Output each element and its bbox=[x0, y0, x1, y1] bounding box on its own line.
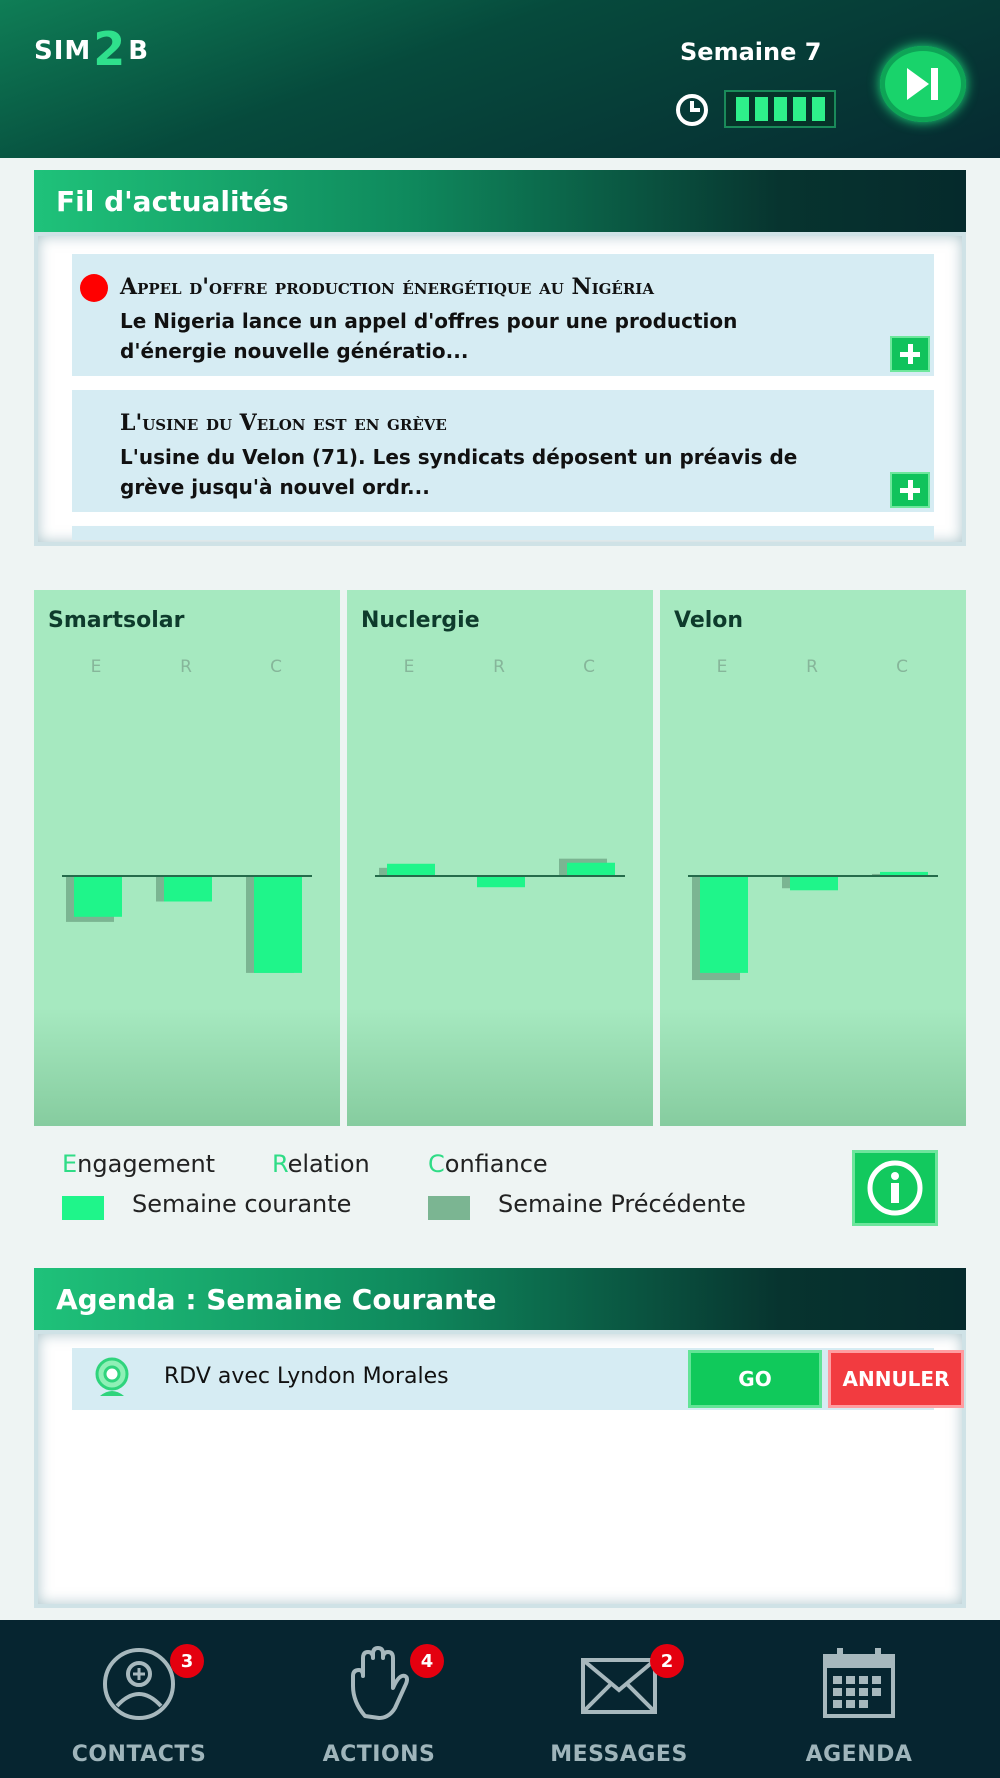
news-panel-title: Fil d'actualités bbox=[56, 184, 289, 218]
bar-current-e bbox=[387, 864, 435, 876]
bottom-nav bbox=[0, 1620, 1000, 1778]
skip-next-icon bbox=[901, 64, 945, 104]
bar-current-r bbox=[164, 876, 212, 902]
nav-messages[interactable] bbox=[494, 1620, 744, 1778]
contacts-icon bbox=[99, 1646, 179, 1722]
axis-label-r: R bbox=[806, 657, 818, 677]
top-bar bbox=[0, 0, 1000, 158]
week-timer bbox=[724, 90, 836, 128]
hand-icon bbox=[339, 1646, 419, 1722]
axis-label-r: R bbox=[493, 657, 505, 677]
news-item-partial bbox=[72, 526, 934, 540]
axis-label-c: C bbox=[896, 657, 908, 677]
chart-card-velon bbox=[660, 590, 966, 1126]
envelope-icon bbox=[579, 1646, 659, 1722]
timer-segment bbox=[736, 97, 749, 121]
news-item-text: L'usine du Velon (71). Les syndicats déposent un préavis de grève jusqu'à nouvel ordr... bbox=[120, 445, 798, 499]
agenda-item bbox=[72, 1348, 950, 1410]
agenda-item-label: RDV avec Lyndon Morales bbox=[164, 1364, 449, 1389]
bar-current-e bbox=[700, 876, 748, 973]
bar-current-c bbox=[567, 863, 615, 876]
bar-current-c bbox=[254, 876, 302, 973]
timer-segment bbox=[774, 97, 787, 121]
legend-swatch-current bbox=[62, 1196, 104, 1220]
legend-confiance: Confiance bbox=[428, 1150, 548, 1178]
calendar-icon bbox=[819, 1646, 899, 1722]
bar-current-e bbox=[74, 876, 122, 917]
nav-messages-label: MESSAGES bbox=[550, 1742, 688, 1767]
timer-segment bbox=[812, 97, 825, 121]
chart-card-smartsolar bbox=[34, 590, 340, 1126]
bar-chart bbox=[34, 650, 340, 1110]
legend-swatch-previous bbox=[428, 1196, 470, 1220]
webcam-icon bbox=[92, 1356, 132, 1400]
nav-actions[interactable] bbox=[254, 1620, 504, 1778]
news-item-title: L'usine du Velon est en grève bbox=[120, 410, 447, 436]
news-item-text: Le Nigeria lance un appel d'offres pour une production d'énergie nouvelle génératio... bbox=[120, 309, 738, 363]
legend-engagement: Engagement bbox=[62, 1150, 216, 1178]
agenda-panel-title: Agenda : Semaine Courante bbox=[56, 1282, 497, 1316]
go-button[interactable]: GO bbox=[688, 1350, 822, 1408]
legend-relation: Relation bbox=[272, 1150, 370, 1178]
legend-previous-label: Semaine Précédente bbox=[498, 1190, 746, 1218]
contacts-badge: 3 bbox=[170, 1644, 204, 1678]
axis-label-c: C bbox=[270, 657, 282, 677]
bar-chart bbox=[660, 650, 966, 1110]
info-icon bbox=[865, 1158, 925, 1218]
axis-label-r: R bbox=[180, 657, 192, 677]
agenda-panel-header bbox=[34, 1268, 966, 1330]
agenda-panel bbox=[34, 1330, 966, 1608]
news-item[interactable] bbox=[72, 254, 934, 376]
news-item-title: Appel d'offre production énergétique au Nigéria bbox=[120, 274, 654, 300]
chart-title: Velon bbox=[674, 608, 744, 633]
news-panel-header bbox=[34, 170, 966, 232]
timer-segment bbox=[793, 97, 806, 121]
messages-badge: 2 bbox=[650, 1644, 684, 1678]
unread-dot-icon bbox=[80, 274, 108, 302]
nav-agenda-label: AGENDA bbox=[805, 1742, 913, 1767]
logo-text-left: SIM bbox=[34, 36, 92, 66]
nav-actions-label: ACTIONS bbox=[322, 1742, 436, 1767]
logo-text-mid: 2 bbox=[93, 22, 127, 76]
news-item[interactable] bbox=[72, 390, 934, 512]
bar-current-r bbox=[790, 876, 838, 890]
chart-title: Nuclergie bbox=[361, 608, 480, 633]
info-button[interactable] bbox=[852, 1150, 938, 1226]
timer-segment bbox=[755, 97, 768, 121]
cancel-button[interactable]: ANNULER bbox=[828, 1350, 964, 1408]
axis-label-e: E bbox=[403, 657, 415, 677]
axis-label-e: E bbox=[716, 657, 728, 677]
next-week-button[interactable] bbox=[880, 46, 966, 122]
expand-news-button[interactable] bbox=[890, 472, 930, 508]
legend-current-label: Semaine courante bbox=[132, 1190, 352, 1218]
chart-card-nuclergie bbox=[347, 590, 653, 1126]
axis-label-c: C bbox=[583, 657, 595, 677]
logo-text-right: B bbox=[128, 36, 150, 66]
clock-icon bbox=[674, 92, 710, 128]
week-label: Semaine 7 bbox=[680, 38, 822, 66]
bar-current-r bbox=[477, 876, 525, 887]
nav-contacts[interactable] bbox=[14, 1620, 264, 1778]
chart-title: Smartsolar bbox=[48, 608, 185, 633]
bar-chart bbox=[347, 650, 653, 1110]
axis-label-e: E bbox=[90, 657, 102, 677]
actions-badge: 4 bbox=[410, 1644, 444, 1678]
nav-contacts-label: CONTACTS bbox=[71, 1742, 207, 1767]
expand-news-button[interactable] bbox=[890, 336, 930, 372]
news-feed[interactable] bbox=[34, 232, 966, 546]
app-logo bbox=[34, 16, 150, 76]
nav-agenda[interactable] bbox=[734, 1620, 984, 1778]
